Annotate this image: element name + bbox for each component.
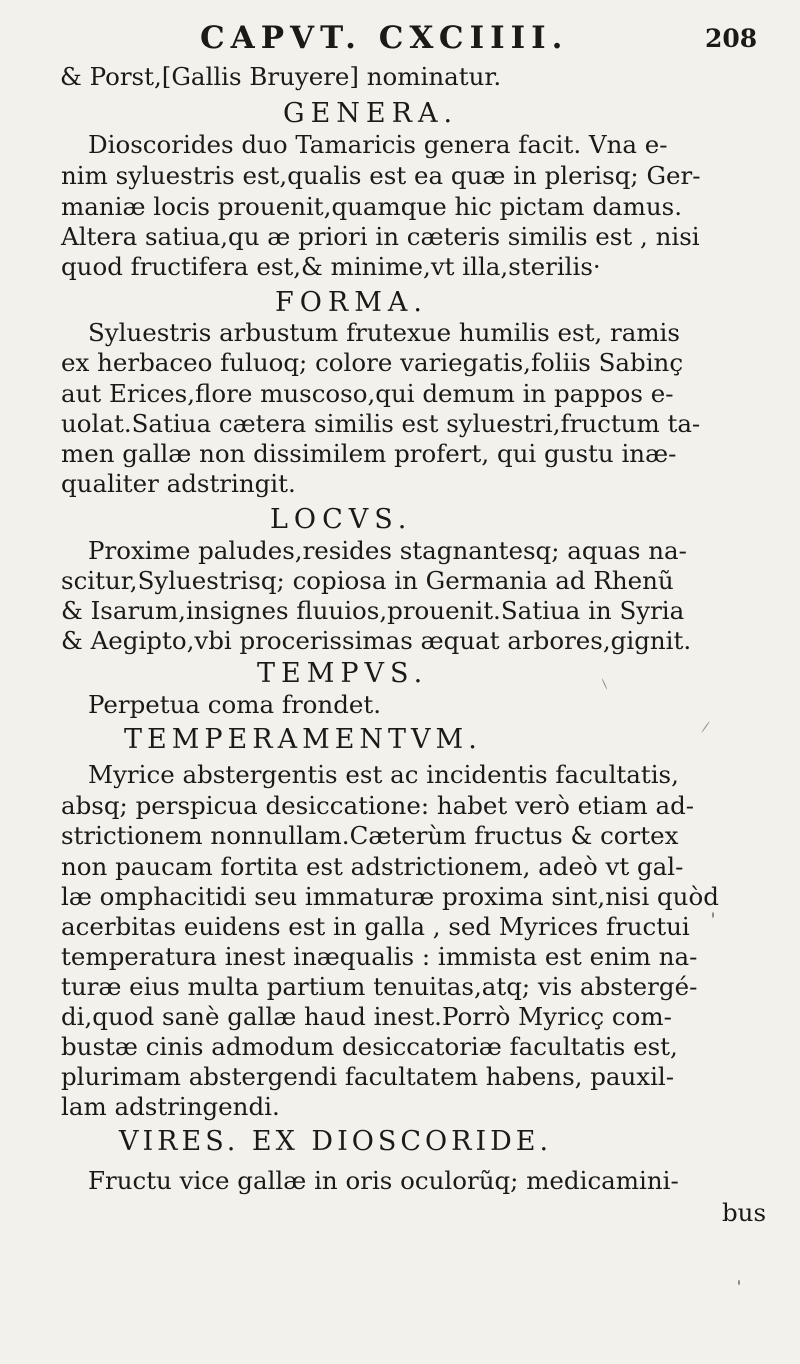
ink-speck [602, 678, 608, 689]
text-line: turæ eius multa partium tenuitas,atq; vis abstergé- [61, 972, 698, 1001]
text-line: absq; perspicua desiccatione: habet verò etiam ad- [61, 791, 695, 820]
section-heading-forma: FORMA. [275, 287, 428, 318]
text-line: Perpetua coma frondet. [88, 690, 382, 719]
text-line: lam adstringendi. [61, 1092, 280, 1121]
text-line: & Aegipto,vbi procerissimas æquat arbores,gignit. [61, 626, 692, 655]
text-line: aut Erices,flore muscoso,qui demum in pappos e- [61, 379, 674, 408]
text-line: Proxime paludes,resides stagnantesq; aquas na- [88, 536, 687, 565]
running-title: CAPVT. CXCIIII. [200, 20, 569, 56]
section-heading-genera: GENERA. [283, 98, 459, 129]
page-number: 208 [705, 24, 758, 53]
text-line: & Isarum,insignes fluuios,prouenit.Satiua in Syria [61, 596, 685, 625]
text-line: qualiter adstringit. [61, 469, 296, 498]
section-heading-temperamentum: TEMPERAMENTVM. [124, 724, 482, 755]
text-line: Dioscorides duo Tamaricis genera facit. Vna e- [88, 130, 668, 159]
section-heading-vires: VIRES. EX DIOSCORIDE. [119, 1126, 553, 1157]
section-heading-tempus: TEMPVS. [257, 658, 429, 689]
text-line: scitur,Syluestrisq; copiosa in Germania ad Rhenũ [61, 566, 674, 595]
text-line: men gallæ non dissimilem profert, qui gustu inæ- [61, 439, 677, 468]
text-line: maniæ locis prouenit,quamque hic pictam damus. [61, 192, 682, 221]
text-line: & Porst,[Gallis Bruyere] nominatur. [60, 62, 502, 91]
text-line: quod fructifera est,& minime,vt illa,sterilis· [61, 252, 601, 281]
text-line: ex herbaceo fuluoq; colore variegatis,foliis Sabinç [61, 348, 684, 377]
text-line: strictionem nonnullam.Cæterùm fructus & cortex [61, 821, 679, 850]
page-header [200, 20, 780, 60]
text-line: læ omphacitidi seu immaturæ proxima sint,nisi quòd [61, 882, 719, 911]
text-line: temperatura inest inæqualis : immista est enim na- [61, 942, 698, 971]
text-line: acerbitas euidens est in galla , sed Myrices fructui [61, 912, 690, 941]
text-line: di,quod sanè gallæ haud inest.Porrò Myricç com- [61, 1002, 672, 1031]
ink-speck [712, 912, 714, 918]
catchword: bus [722, 1198, 767, 1227]
section-heading-locus: LOCVS. [270, 504, 413, 535]
text-line: Myrice abstergentis est ac incidentis facultatis, [88, 760, 679, 789]
text-line: Syluestris arbustum frutexue humilis est, ramis [88, 318, 680, 347]
text-line: nim syluestris est,qualis est ea quæ in plerisq; Ger- [61, 161, 701, 190]
text-line: bustæ cinis admodum desiccatoriæ facultatis est, [61, 1032, 678, 1061]
text-line: plurimam abstergendi facultatem habens, pauxil- [61, 1062, 675, 1091]
ink-speck [738, 1280, 740, 1285]
ink-speck [701, 721, 710, 733]
text-line: Altera satiua,qu æ priori in cæteris similis est , nisi [61, 222, 700, 251]
text-line: non paucam fortita est adstrictionem, adeò vt gal- [61, 852, 684, 881]
text-line: Fructu vice gallæ in oris oculorũq; medicamini- [88, 1166, 679, 1195]
text-line: uolat.Satiua cætera similis est syluestri,fructum ta- [61, 409, 701, 438]
